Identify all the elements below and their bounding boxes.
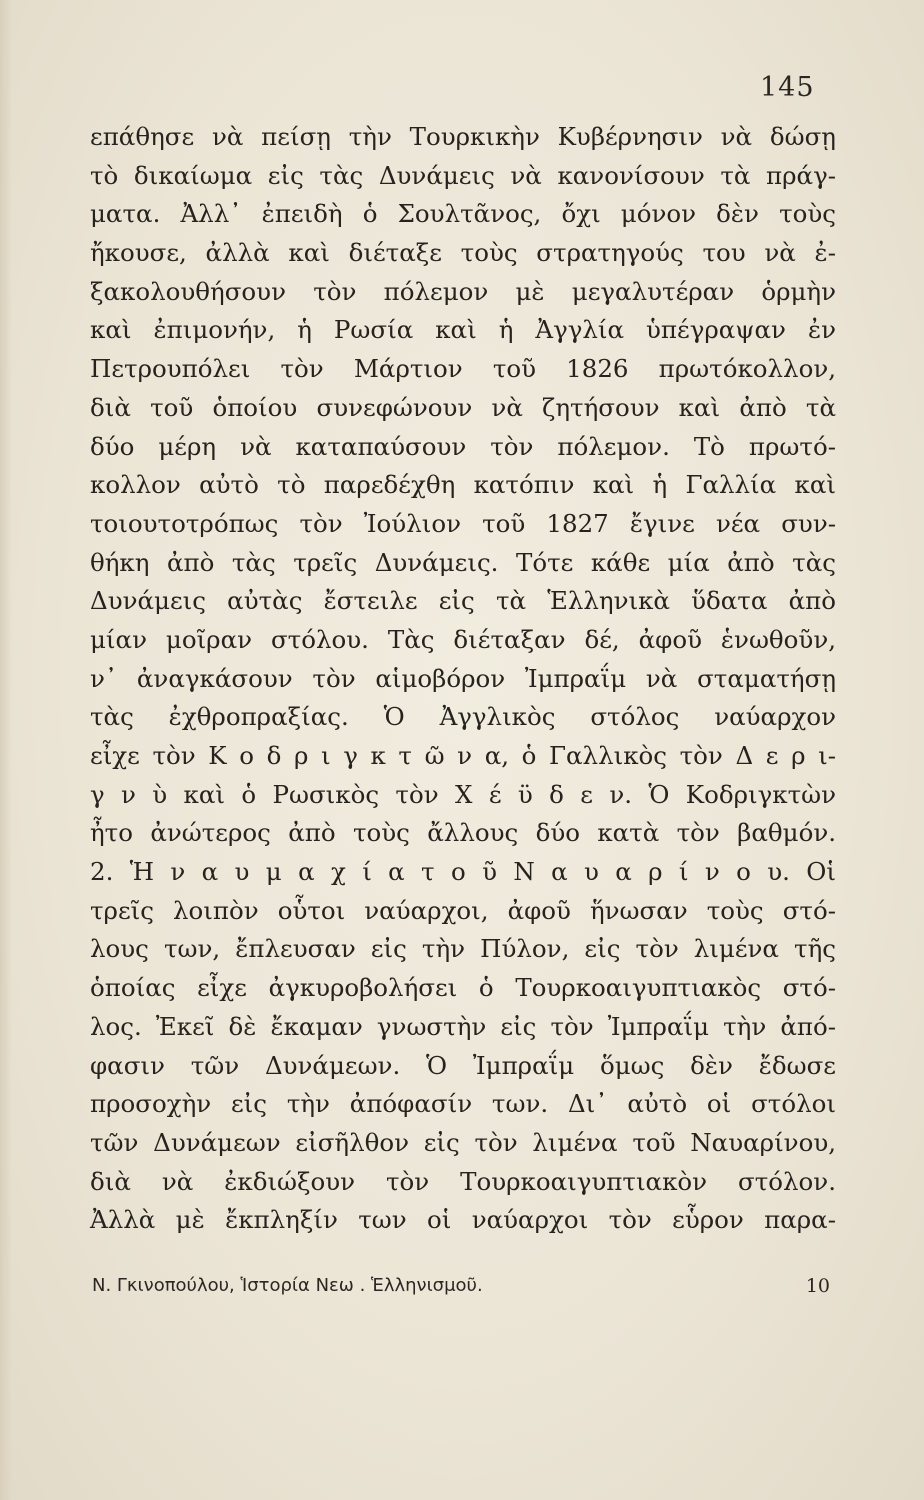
text-line: δύο μέρη νὰ καταπαύσουν τὸν πόλεμον. Τὸ πρωτό- <box>90 431 836 461</box>
text-line: ξακολουθήσουν τὸν πόλεμον μὲ μεγαλυτέραν ὁρμὴν <box>90 276 836 306</box>
text-line: λους των, ἔπλευσαν εἰς τὴν Πύλον, εἰς τὸν λιμένα τῆς <box>90 934 836 964</box>
text-line: επάθησε νὰ πείσῃ τὴν Τουρκικὴν Κυβέρνησιν νὰ δώσῃ <box>90 122 836 151</box>
text-line: τὰς ἐχθροπραξίας. Ὁ Ἀγγλικὸς στόλος ναύαρχον <box>90 702 836 732</box>
text-line: θήκη ἀπὸ τὰς τρεῖς Δυνάμεις. Τότε κάθε μία ἀπὸ τὰς <box>90 547 836 577</box>
text-line: ματα. Ἀλλ᾽ ἐπειδὴ ὁ Σουλτᾶνος, ὄχι μόνον δὲν τοὺς <box>90 199 836 229</box>
text-line: Πετρουπόλει τὸν Μάρτιον τοῦ 1826 πρωτόκολλον, <box>90 354 836 384</box>
text-line: τὸ δικαίωμα εἰς τὰς Δυνάμεις νὰ κανονίσουν τὰ πράγ- <box>90 160 836 190</box>
text-line: διὰ νὰ ἐκδιώξουν τὸν Τουρκοαιγυπτιακὸν στόλον. <box>90 1166 836 1196</box>
text-line: ἦτο ἀνώτερος ἀπὸ τοὺς ἄλλους δύο κατὰ τὸν βαθμόν. <box>90 818 836 848</box>
section-heading-line: 2. Ἡ ν α υ μ α χ ί α τ ο ῦ Ν α υ α ρ ί ν ο υ. Οἱ <box>90 857 836 887</box>
text-line: τοιουτοτρόπως τὸν Ἰούλιον τοῦ 1827 ἔγινε νέα συν- <box>90 508 836 538</box>
text-line: Δυνάμεις αὐτὰς ἔστειλε εἰς τὰ Ἑλληνικὰ ὕδατα ἀπὸ <box>90 586 836 616</box>
page-footer <box>92 1275 836 1305</box>
page-number: 145 <box>760 72 815 103</box>
text-line: διὰ τοῦ ὁποίου συνεφώνουν νὰ ζητήσουν καὶ ἀπὸ τὰ <box>90 392 836 422</box>
text-line: φασιν τῶν Δυνάμεων. Ὁ Ἰμπραΐμ ὅμως δὲν ἔδωσε <box>90 1050 836 1080</box>
footer-signature: Ν. Γκινοπούλου, Ἱστορία Νεω . Ἑλληνισμοῦ. <box>92 1275 483 1296</box>
text-line: προσοχὴν εἰς τὴν ἀπόφασίν των. Δι᾽ αὐτὸ οἱ στόλοι <box>90 1089 836 1119</box>
text-line: λος. Ἐκεῖ δὲ ἔκαμαν γνωστὴν εἰς τὸν Ἰμπραΐμ τὴν ἀπό- <box>90 1011 836 1041</box>
signature-mark: 10 <box>805 1275 830 1297</box>
text-line: τρεῖς λοιπὸν οὗτοι ναύαρχοι, ἀφοῦ ἥνωσαν τοὺς στό- <box>90 895 836 925</box>
text-line: μίαν μοῖραν στόλου. Τὰς διέταξαν δέ, ἀφοῦ ἑνωθοῦν, <box>90 624 836 654</box>
text-line: κολλον αὐτὸ τὸ παρεδέχθη κατόπιν καὶ ἡ Γαλλία καὶ <box>90 470 836 500</box>
text-line: εἶχε τὸν Κ ο δ ρ ι γ κ τ ῶ ν α, ὁ Γαλλικὸς τὸν Δ ε ρ ι- <box>90 741 836 770</box>
text-line: καὶ ἐπιμονήν, ἡ Ρωσία καὶ ἡ Ἀγγλία ὑπέγραψαν ἐν <box>90 315 836 345</box>
text-line: ν᾽ ἀναγκάσουν τὸν αἱμοβόρον Ἰμπραΐμ νὰ σταματήσῃ <box>90 663 836 693</box>
text-line: ἤκουσε, ἀλλὰ καὶ διέταξε τοὺς στρατηγούς του νὰ ἐ- <box>90 238 836 268</box>
body-text <box>90 118 836 1240</box>
text-line: ὁποίας εἶχε ἀγκυροβολήσει ὁ Τουρκοαιγυπτιακὸς στό- <box>90 973 836 1003</box>
page-edge-shadow <box>0 0 12 1500</box>
text-line: γ ν ὺ καὶ ὁ Ρωσικὸς τὸν Χ έ ϋ δ ε ν. Ὁ Κοδριγκτὼν <box>90 779 836 809</box>
text-line: τῶν Δυνάμεων εἰσῆλθον εἰς τὸν λιμένα τοῦ Ναυαρίνου, <box>90 1127 836 1157</box>
text-line: Ἀλλὰ μὲ ἔκπληξίν των οἱ ναύαρχοι τὸν εὗρον παρα- <box>90 1205 836 1235</box>
